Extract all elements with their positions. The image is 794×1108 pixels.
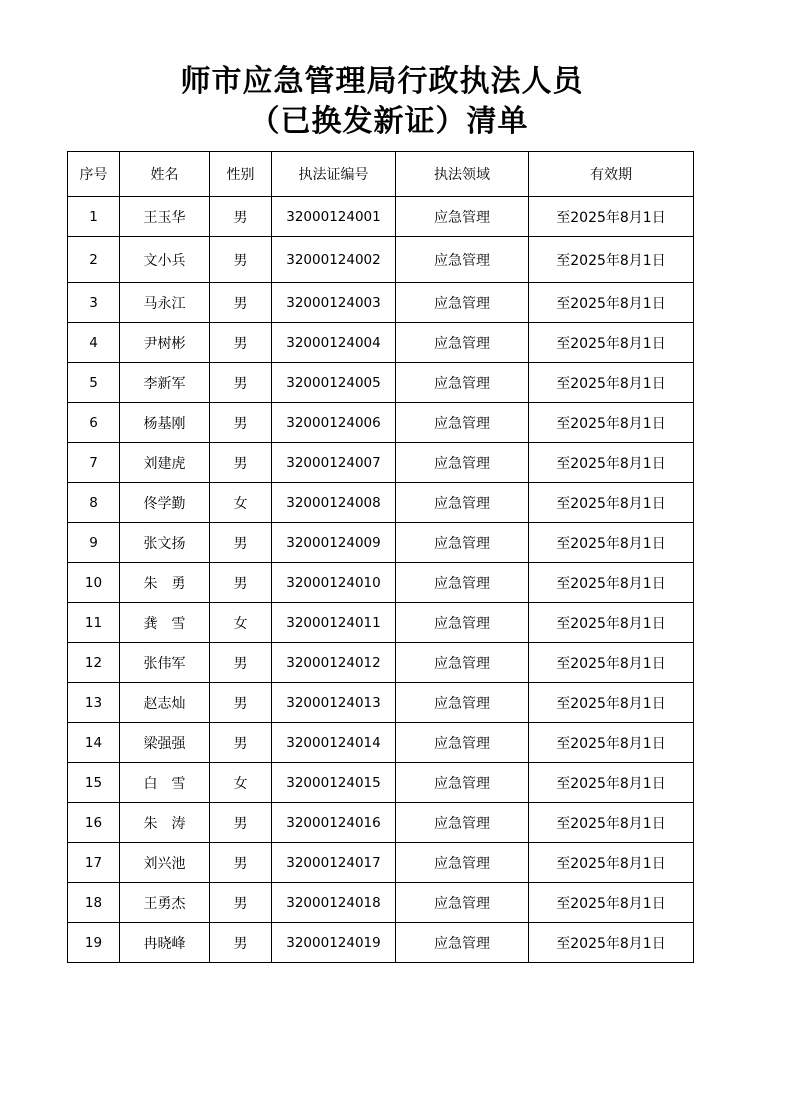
cell-no: 5 — [68, 363, 120, 403]
cell-name: 刘兴池 — [120, 843, 210, 883]
cell-gender: 女 — [210, 603, 272, 643]
cell-cert: 32000124017 — [272, 843, 396, 883]
cell-name: 马永江 — [120, 283, 210, 323]
cell-name: 白 雪 — [120, 763, 210, 803]
cell-gender: 女 — [210, 763, 272, 803]
cell-gender: 男 — [210, 403, 272, 443]
cell-no: 12 — [68, 643, 120, 683]
cell-name: 赵志灿 — [120, 683, 210, 723]
table-row — [68, 323, 694, 363]
cell-no: 9 — [68, 523, 120, 563]
table-row — [68, 443, 694, 483]
table-row — [68, 883, 694, 923]
cell-valid: 至2025年8月1日 — [529, 883, 694, 923]
cell-name: 张文扬 — [120, 523, 210, 563]
cell-name: 王玉华 — [120, 197, 210, 237]
cell-field: 应急管理 — [396, 603, 529, 643]
table-row — [68, 563, 694, 603]
cell-no: 10 — [68, 563, 120, 603]
cell-field: 应急管理 — [396, 483, 529, 523]
table-row — [68, 763, 694, 803]
table-row — [68, 237, 694, 283]
cell-name: 佟学勤 — [120, 483, 210, 523]
cell-no: 1 — [68, 197, 120, 237]
header-cell-cert: 执法证编号 — [272, 152, 396, 197]
cell-cert: 32000124014 — [272, 723, 396, 763]
cell-cert: 32000124002 — [272, 237, 396, 283]
cell-no: 13 — [68, 683, 120, 723]
cell-name: 朱 涛 — [120, 803, 210, 843]
cell-field: 应急管理 — [396, 443, 529, 483]
cell-no: 2 — [68, 237, 120, 283]
cell-valid: 至2025年8月1日 — [529, 763, 694, 803]
cell-name: 王勇杰 — [120, 883, 210, 923]
cell-cert: 32000124015 — [272, 763, 396, 803]
cell-gender: 女 — [210, 483, 272, 523]
cell-cert: 32000124012 — [272, 643, 396, 683]
cell-gender: 男 — [210, 363, 272, 403]
cell-cert: 32000124004 — [272, 323, 396, 363]
table-body — [68, 197, 694, 963]
cell-cert: 32000124008 — [272, 483, 396, 523]
cell-gender: 男 — [210, 803, 272, 843]
cell-valid: 至2025年8月1日 — [529, 403, 694, 443]
cell-valid: 至2025年8月1日 — [529, 237, 694, 283]
cell-field: 应急管理 — [396, 803, 529, 843]
cell-cert: 32000124006 — [272, 403, 396, 443]
document-title-line2: （已换发新证）清单 — [249, 104, 529, 139]
document-title-line1: 师市应急管理局行政执法人员 — [180, 64, 584, 99]
cell-name: 刘建虎 — [120, 443, 210, 483]
cell-valid: 至2025年8月1日 — [529, 363, 694, 403]
table-header-row — [68, 152, 694, 197]
cell-gender: 男 — [210, 283, 272, 323]
cell-cert: 32000124018 — [272, 883, 396, 923]
cell-field: 应急管理 — [396, 363, 529, 403]
cell-no: 3 — [68, 283, 120, 323]
cell-cert: 32000124001 — [272, 197, 396, 237]
cell-cert: 32000124013 — [272, 683, 396, 723]
cell-field: 应急管理 — [396, 197, 529, 237]
cell-gender: 男 — [210, 237, 272, 283]
cell-field: 应急管理 — [396, 723, 529, 763]
table-row — [68, 363, 694, 403]
cell-gender: 男 — [210, 683, 272, 723]
cell-cert: 32000124007 — [272, 443, 396, 483]
cell-gender: 男 — [210, 883, 272, 923]
cell-name: 文小兵 — [120, 237, 210, 283]
cell-gender: 男 — [210, 923, 272, 963]
cell-valid: 至2025年8月1日 — [529, 643, 694, 683]
table-row — [68, 483, 694, 523]
cell-no: 17 — [68, 843, 120, 883]
cell-gender: 男 — [210, 723, 272, 763]
personnel-table — [67, 151, 694, 963]
cell-cert: 32000124009 — [272, 523, 396, 563]
cell-field: 应急管理 — [396, 923, 529, 963]
table-row — [68, 723, 694, 763]
cell-valid: 至2025年8月1日 — [529, 283, 694, 323]
cell-cert: 32000124003 — [272, 283, 396, 323]
cell-gender: 男 — [210, 443, 272, 483]
cell-valid: 至2025年8月1日 — [529, 483, 694, 523]
cell-name: 梁强强 — [120, 723, 210, 763]
cell-field: 应急管理 — [396, 843, 529, 883]
header-cell-gender: 性别 — [210, 152, 272, 197]
cell-name: 冉晓峰 — [120, 923, 210, 963]
cell-no: 6 — [68, 403, 120, 443]
cell-valid: 至2025年8月1日 — [529, 603, 694, 643]
cell-no: 11 — [68, 603, 120, 643]
cell-gender: 男 — [210, 197, 272, 237]
cell-name: 李新军 — [120, 363, 210, 403]
cell-valid: 至2025年8月1日 — [529, 443, 694, 483]
table-row — [68, 403, 694, 443]
cell-gender: 男 — [210, 643, 272, 683]
cell-valid: 至2025年8月1日 — [529, 723, 694, 763]
cell-name: 杨基刚 — [120, 403, 210, 443]
cell-valid: 至2025年8月1日 — [529, 843, 694, 883]
cell-name: 龚 雪 — [120, 603, 210, 643]
table-row — [68, 283, 694, 323]
cell-field: 应急管理 — [396, 643, 529, 683]
cell-field: 应急管理 — [396, 883, 529, 923]
table-row — [68, 683, 694, 723]
table-row — [68, 803, 694, 843]
cell-gender: 男 — [210, 843, 272, 883]
cell-no: 7 — [68, 443, 120, 483]
cell-no: 8 — [68, 483, 120, 523]
table-row — [68, 197, 694, 237]
cell-cert: 32000124016 — [272, 803, 396, 843]
cell-gender: 男 — [210, 323, 272, 363]
table-row — [68, 923, 694, 963]
table-row — [68, 643, 694, 683]
cell-cert: 32000124019 — [272, 923, 396, 963]
table-row — [68, 843, 694, 883]
cell-valid: 至2025年8月1日 — [529, 923, 694, 963]
cell-gender: 男 — [210, 563, 272, 603]
cell-no: 14 — [68, 723, 120, 763]
header-cell-name: 姓名 — [120, 152, 210, 197]
cell-no: 19 — [68, 923, 120, 963]
cell-name: 尹树彬 — [120, 323, 210, 363]
cell-field: 应急管理 — [396, 237, 529, 283]
cell-cert: 32000124011 — [272, 603, 396, 643]
table-row — [68, 523, 694, 563]
cell-cert: 32000124010 — [272, 563, 396, 603]
cell-name: 张伟军 — [120, 643, 210, 683]
cell-field: 应急管理 — [396, 523, 529, 563]
cell-field: 应急管理 — [396, 763, 529, 803]
cell-gender: 男 — [210, 523, 272, 563]
header-cell-field: 执法领域 — [396, 152, 529, 197]
header-cell-valid: 有效期 — [529, 152, 694, 197]
cell-no: 16 — [68, 803, 120, 843]
cell-field: 应急管理 — [396, 283, 529, 323]
cell-no: 4 — [68, 323, 120, 363]
cell-valid: 至2025年8月1日 — [529, 523, 694, 563]
cell-valid: 至2025年8月1日 — [529, 323, 694, 363]
table-row — [68, 603, 694, 643]
cell-field: 应急管理 — [396, 403, 529, 443]
cell-name: 朱 勇 — [120, 563, 210, 603]
cell-valid: 至2025年8月1日 — [529, 563, 694, 603]
cell-valid: 至2025年8月1日 — [529, 803, 694, 843]
cell-no: 15 — [68, 763, 120, 803]
cell-field: 应急管理 — [396, 323, 529, 363]
cell-valid: 至2025年8月1日 — [529, 683, 694, 723]
cell-cert: 32000124005 — [272, 363, 396, 403]
cell-valid: 至2025年8月1日 — [529, 197, 694, 237]
cell-field: 应急管理 — [396, 563, 529, 603]
cell-no: 18 — [68, 883, 120, 923]
cell-field: 应急管理 — [396, 683, 529, 723]
header-cell-no: 序号 — [68, 152, 120, 197]
